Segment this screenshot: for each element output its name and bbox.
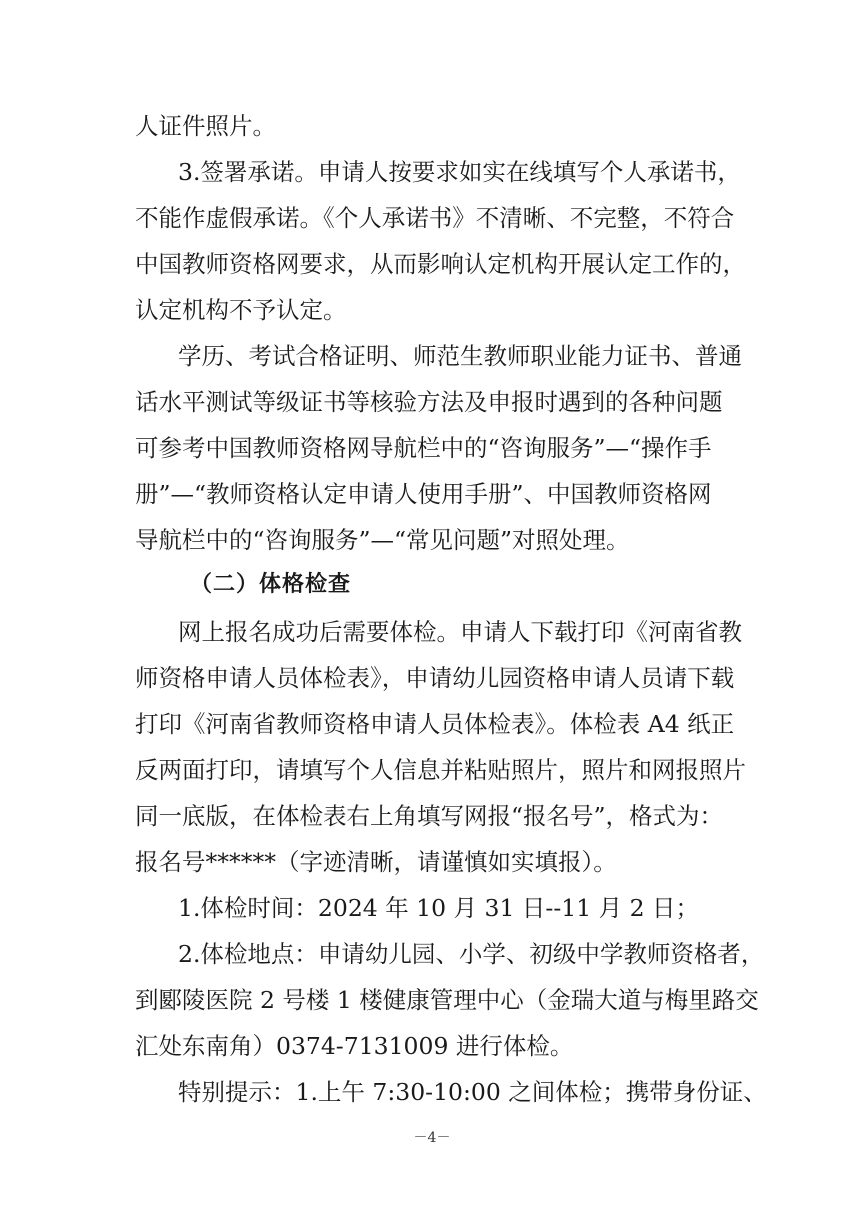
paragraph-line: 打印《河南省教师资格申请人员体检表》。体检表 A4 纸正	[135, 710, 735, 738]
paragraph-line: 学历、考试合格证明、师范生教师职业能力证书、普通	[178, 342, 742, 370]
paragraph-line: 认定机构不予认定。	[135, 296, 347, 324]
paragraph-line: 网上报名成功后需要体检。申请人下载打印《河南省教	[178, 618, 742, 646]
paragraph-line: 同一底版，在体检表右上角填写网报“报名号”，格式为：	[135, 802, 724, 830]
paragraph-line: 1.体检时间：2024 年 10 月 31 日--11 月 2 日；	[178, 894, 700, 922]
paragraph-line: 报名号******（字迹清晰，请谨慎如实填报）。	[135, 848, 617, 876]
paragraph-line: 3.签署承诺。申请人按要求如实在线填写个人承诺书，	[178, 158, 741, 186]
paragraph-line: 人证件照片。	[135, 112, 276, 140]
paragraph-line: 导航栏中的“咨询服务”—“常见问题”对照处理。	[135, 526, 630, 554]
paragraph-line: 到郾陵医院 2 号楼 1 楼健康管理中心（金瑞大道与梅里路交	[135, 986, 759, 1014]
paragraph-line: 特别提示：1.上午 7:30-10:00 之间体检；携带身份证、	[178, 1078, 767, 1106]
page-number: －4－	[413, 1130, 451, 1146]
paragraph-line: 可参考中国教师资格网导航栏中的“咨询服务”—“操作手	[135, 434, 712, 462]
paragraph-line: 册”—“教师资格认定申请人使用手册”、中国教师资格网	[135, 480, 712, 508]
paragraph-line: 师资格申请人员体检表》，申请幼儿园资格申请人员请下载	[135, 664, 735, 692]
paragraph-line: 不能作虚假承诺。《个人承诺书》不清晰、不完整，不符合	[135, 204, 735, 232]
paragraph-line: 汇处东南角）0374-7131009 进行体检。	[135, 1032, 574, 1060]
paragraph-line: 话水平测试等级证书等核验方法及申报时遇到的各种问题	[135, 388, 723, 416]
paragraph-line: 2.体检地点：申请幼儿园、小学、初级中学教师资格者，	[178, 940, 765, 968]
section-heading: （二）体格检查	[190, 572, 352, 597]
paragraph-line: 反两面打印，请填写个人信息并粘贴照片，照片和网报照片	[135, 756, 746, 784]
paragraph-line: 中国教师资格网要求，从而影响认定机构开展认定工作的，	[135, 250, 746, 278]
